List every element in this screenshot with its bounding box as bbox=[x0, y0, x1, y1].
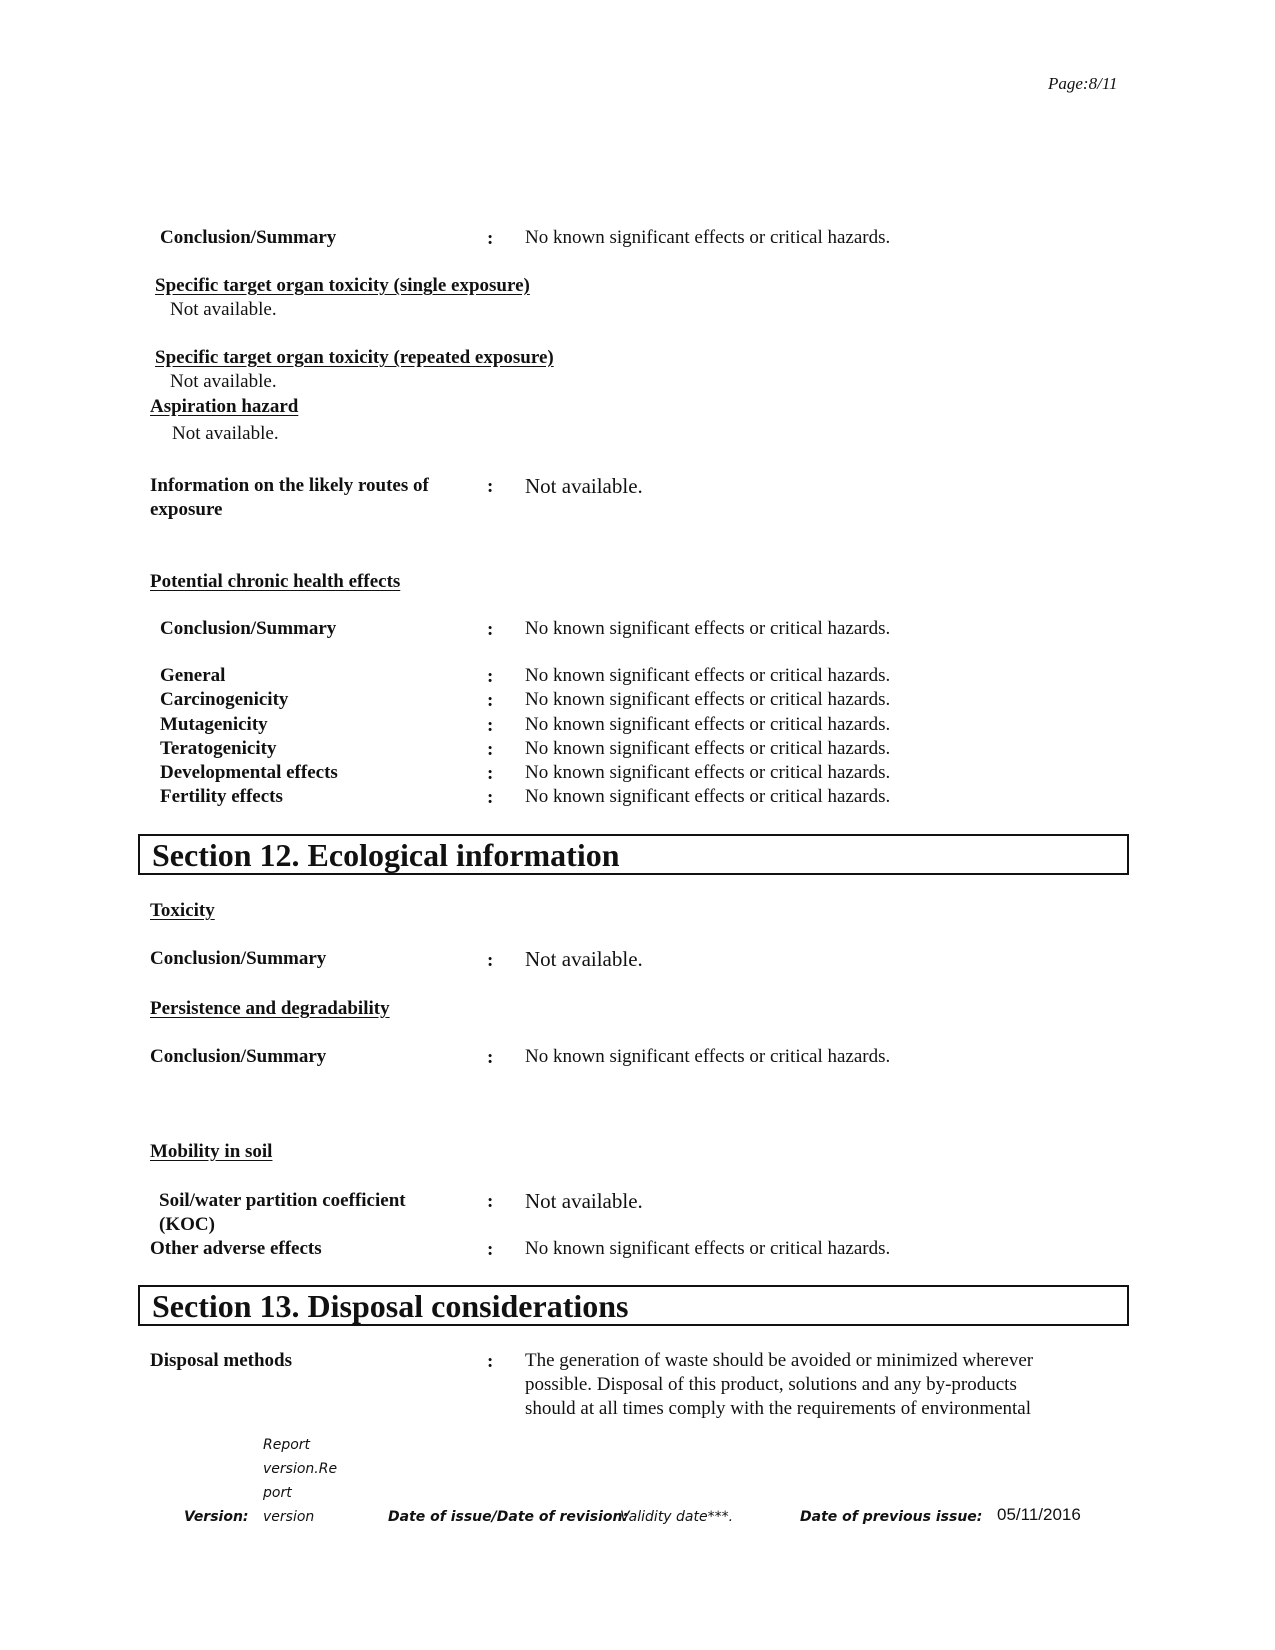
footer-version-value: version bbox=[263, 1509, 315, 1525]
colon: : bbox=[487, 763, 494, 784]
mobility-title: Mobility in soil bbox=[150, 1141, 273, 1162]
footer-version-value: version.Re bbox=[263, 1461, 338, 1477]
disposal-text-line: should at all times comply with the requirements of environmental bbox=[525, 1398, 1032, 1419]
persistence-value: No known significant effects or critical hazards. bbox=[525, 1046, 891, 1067]
chronic-row-label: Developmental effects bbox=[160, 762, 338, 783]
routes-label: Information on the likely routes of bbox=[150, 475, 429, 496]
chronic-row-value: No known significant effects or critical hazards. bbox=[525, 738, 891, 759]
colon: : bbox=[487, 690, 494, 711]
disposal-label: Disposal methods bbox=[150, 1350, 292, 1371]
footer-version-label: Version: bbox=[184, 1509, 249, 1525]
colon: : bbox=[487, 1191, 494, 1212]
stot-repeated-title: Specific target organ toxicity (repeated exposure) bbox=[155, 347, 554, 368]
footer-version-value: port bbox=[263, 1485, 292, 1501]
page-number: Page:8/11 bbox=[1048, 74, 1118, 93]
chronic-row-label: General bbox=[160, 665, 226, 686]
koc-value: Not available. bbox=[525, 1189, 643, 1213]
aspiration-title: Aspiration hazard bbox=[150, 396, 299, 417]
footer-prev-issue-label: Date of previous issue: bbox=[800, 1509, 983, 1525]
conclusion-label: Conclusion/Summary bbox=[160, 227, 337, 248]
chronic-row-label: Conclusion/Summary bbox=[160, 618, 337, 639]
toxicity-value: Not available. bbox=[525, 947, 643, 971]
section-12-title: Section 12. Ecological information bbox=[152, 837, 620, 873]
disposal-text-line: possible. Disposal of this product, solutions and any by-products bbox=[525, 1374, 1017, 1395]
toxicity-label: Conclusion/Summary bbox=[150, 948, 327, 969]
chronic-row-value: No known significant effects or critical hazards. bbox=[525, 786, 891, 807]
chronic-row-label: Teratogenicity bbox=[160, 738, 277, 759]
footer-date-issue-label: Date of issue/Date of revision: bbox=[388, 1509, 629, 1525]
routes-value: Not available. bbox=[525, 474, 643, 498]
disposal-text-line: The generation of waste should be avoided or minimized wherever bbox=[525, 1350, 1034, 1371]
aspiration-text: Not available. bbox=[172, 423, 279, 444]
section-13-header bbox=[138, 1285, 1129, 1326]
colon: : bbox=[487, 476, 494, 497]
colon: : bbox=[487, 1047, 494, 1068]
colon: : bbox=[487, 739, 494, 760]
colon: : bbox=[487, 1351, 494, 1372]
persistence-label: Conclusion/Summary bbox=[150, 1046, 327, 1067]
chronic-row-value: No known significant effects or critical hazards. bbox=[525, 665, 891, 686]
colon: : bbox=[487, 715, 494, 736]
other-adverse-label: Other adverse effects bbox=[150, 1238, 322, 1259]
chronic-row-label: Carcinogenicity bbox=[160, 689, 289, 710]
chronic-row-value: No known significant effects or critical hazards. bbox=[525, 618, 891, 639]
section-12-header bbox=[138, 834, 1129, 875]
footer-validity: Validity date***. bbox=[620, 1509, 734, 1525]
koc-label-line2: (KOC) bbox=[159, 1214, 215, 1235]
stot-single-title: Specific target organ toxicity (single exposure) bbox=[155, 275, 530, 296]
colon: : bbox=[487, 950, 494, 971]
colon: : bbox=[487, 787, 494, 808]
routes-label-line2: exposure bbox=[150, 499, 223, 520]
colon: : bbox=[487, 1239, 494, 1260]
colon: : bbox=[487, 619, 494, 640]
footer-version-value: Report bbox=[263, 1437, 311, 1453]
chronic-row-value: No known significant effects or critical hazards. bbox=[525, 762, 891, 783]
chronic-row-value: No known significant effects or critical hazards. bbox=[525, 689, 891, 710]
chronic-row-label: Fertility effects bbox=[160, 786, 283, 807]
koc-label: Soil/water partition coefficient bbox=[159, 1190, 406, 1211]
toxicity-title: Toxicity bbox=[150, 900, 215, 921]
footer-prev-issue-date: 05/11/2016 bbox=[997, 1505, 1081, 1524]
conclusion-value: No known significant effects or critical hazards. bbox=[525, 227, 891, 248]
colon: : bbox=[487, 228, 494, 249]
persistence-title: Persistence and degradability bbox=[150, 998, 390, 1019]
other-adverse-value: No known significant effects or critical hazards. bbox=[525, 1238, 891, 1259]
stot-repeated-text: Not available. bbox=[170, 371, 277, 392]
colon: : bbox=[487, 666, 494, 687]
section-13-title: Section 13. Disposal considerations bbox=[152, 1288, 629, 1324]
stot-single-text: Not available. bbox=[170, 299, 277, 320]
chronic-row-label: Mutagenicity bbox=[160, 714, 268, 735]
chronic-title: Potential chronic health effects bbox=[150, 571, 401, 592]
chronic-row-value: No known significant effects or critical hazards. bbox=[525, 714, 891, 735]
